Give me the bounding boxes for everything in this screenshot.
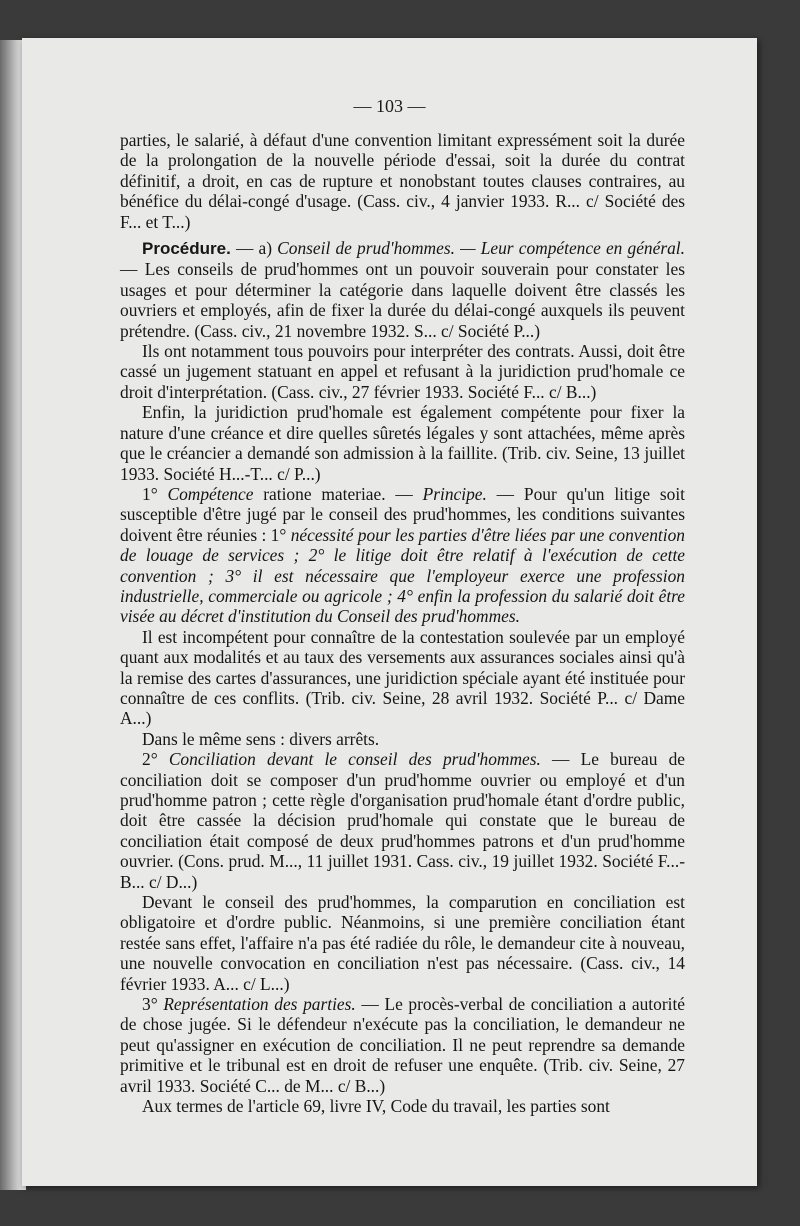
paragraph (120, 341, 685, 402)
text-run: Aux termes de l'article 69, livre IV, Code du travail, les parties sont (142, 1096, 610, 1117)
text-run: Ils ont notamment tous pouvoirs pour interpréter des contrats. Aussi, doit être cassé un jugement statuant en appel et refusant à la juridiction prud'homale ce droit d'interprétation. (Cass. civ., 27 février 1933. Société F... c/ B...) (120, 341, 685, 402)
text-run: 2° (142, 749, 169, 770)
text-run: parties, le salarié, à défaut d'une convention limitant expressément soit la durée de la prolongation de la nouvelle période d'essai, soit la durée du contrat définitif, a droit, en cas de rupture et nonobstant toutes clauses contraires, au bénéfice du délai-congé d'usage. (Cass. civ., 4 janvier 1933. R... c/ Société des F... et T...) (120, 130, 685, 232)
italic-text: nécessité pour les parties d'être liées par une convention de louage de services ; 2° le litige doit être relatif à l'exécution de cette convention ; 3° il est nécessaire que l'employeur exerce une profession industrielle, commerciale ou agricole ; 4° enfin la profession du salarié doit être visée au décret d'institution du Conseil des prud'hommes. (120, 524, 685, 627)
paragraph (120, 729, 685, 749)
italic-text: Principe. (422, 483, 487, 504)
paragraph (120, 238, 685, 341)
text-run: — a) (230, 238, 278, 259)
paragraph (120, 994, 685, 1096)
text-run: Enfin, la juridiction prud'homale est également compétente pour fixer la nature d'une créance et dire quelles sûretés légales y sont attachées, même après que le créancier a demandé son admission à la faillite. (Trib. civ. Seine, 13 juillet 1933. Société H...-T... c/ P...) (120, 402, 685, 484)
paragraph (120, 892, 685, 994)
text-run: 1° (142, 483, 168, 504)
italic-text: Compétence (167, 483, 254, 504)
section-heading: Procédure. (142, 239, 231, 259)
text-run: — Le bureau de conciliation doit se composer d'un prud'homme ouvrier ou employé et d'un prud'homme patron ; cette règle d'organisation prud'homale étant d'ordre public, doit être cassée la décision prud'homale qui constate que le bureau de conciliation était composé de deux prud'hommes patrons et d'un prud'homme ouvrier. (Cons. prud. M..., 11 juillet 1931. Cass. civ., 19 juillet 1932. Société F...-B... c/ D...) (120, 749, 685, 892)
text-run: ratione materiae. — (253, 483, 423, 504)
document-page (22, 38, 757, 1186)
paragraph (120, 1096, 685, 1116)
text-run: Il est incompétent pour connaître de la contestation soulevée par un employé quant aux modalités et au taux des versements aux assurances sociales ainsi qu'à la remise des cartes d'assurances, une juridiction spéciale ayant été instituée pour connaître de ces conflits. (Trib. civ. Seine, 28 avril 1932. Société P... c/ Dame A...) (120, 626, 685, 729)
text-run: — Les conseils de prud'hommes ont un pouvoir souverain pour constater les usages et pour déterminer la catégorie dans laquelle doivent être classés les ouvriers et employés, afin de fixer la durée du délai-congé auxquels ils peuvent prétendre. (Cass. civ., 21 novembre 1932. S... c/ Société P...) (120, 259, 685, 341)
text-run: Dans le même sens : divers arrêts. (142, 728, 380, 749)
italic-text: Conciliation devant le conseil des prud'hommes. (168, 749, 541, 770)
text-run: — Pour qu'un litige soit susceptible d'être jugé par le conseil des prud'hommes, les conditions suivantes doivent être réunies : 1° (120, 483, 686, 545)
paragraph (120, 402, 685, 484)
text-run: Devant le conseil des prud'hommes, la comparution en conciliation est obligatoire et d'ordre public. Néanmoins, si une première conciliation étant restée sans effet, l'affaire n'a pas été radiée du rôle, le demandeur cite à nouveau, une nouvelle convocation en conciliation n'est pas nécessaire. (Cass. civ., 14 février 1933. A... c/ L...) (120, 892, 685, 994)
paragraph (120, 749, 685, 892)
paragraph (120, 627, 685, 729)
text-run: — Le procès-verbal de conciliation a autorité de chose jugée. Si le défendeur n'exécute pas la conciliation, le demandeur ne peut qu'assigner en exécution de conciliation. Il ne peut reprendre sa demande primitive et le tribunal est en droit de refuser une enquête. (Trib. civ. Seine, 27 avril 1933. Société C... de M... c/ B...) (120, 994, 686, 1096)
paragraph (120, 484, 685, 627)
body-text (120, 130, 685, 1117)
italic-text: Conseil de prud'hommes. — Leur compétence en général. (277, 238, 685, 259)
italic-text: Représentation des parties. (163, 994, 356, 1015)
page-number: — 103 — (353, 96, 426, 116)
paragraph (120, 130, 685, 232)
text-run: 3° (142, 994, 164, 1015)
